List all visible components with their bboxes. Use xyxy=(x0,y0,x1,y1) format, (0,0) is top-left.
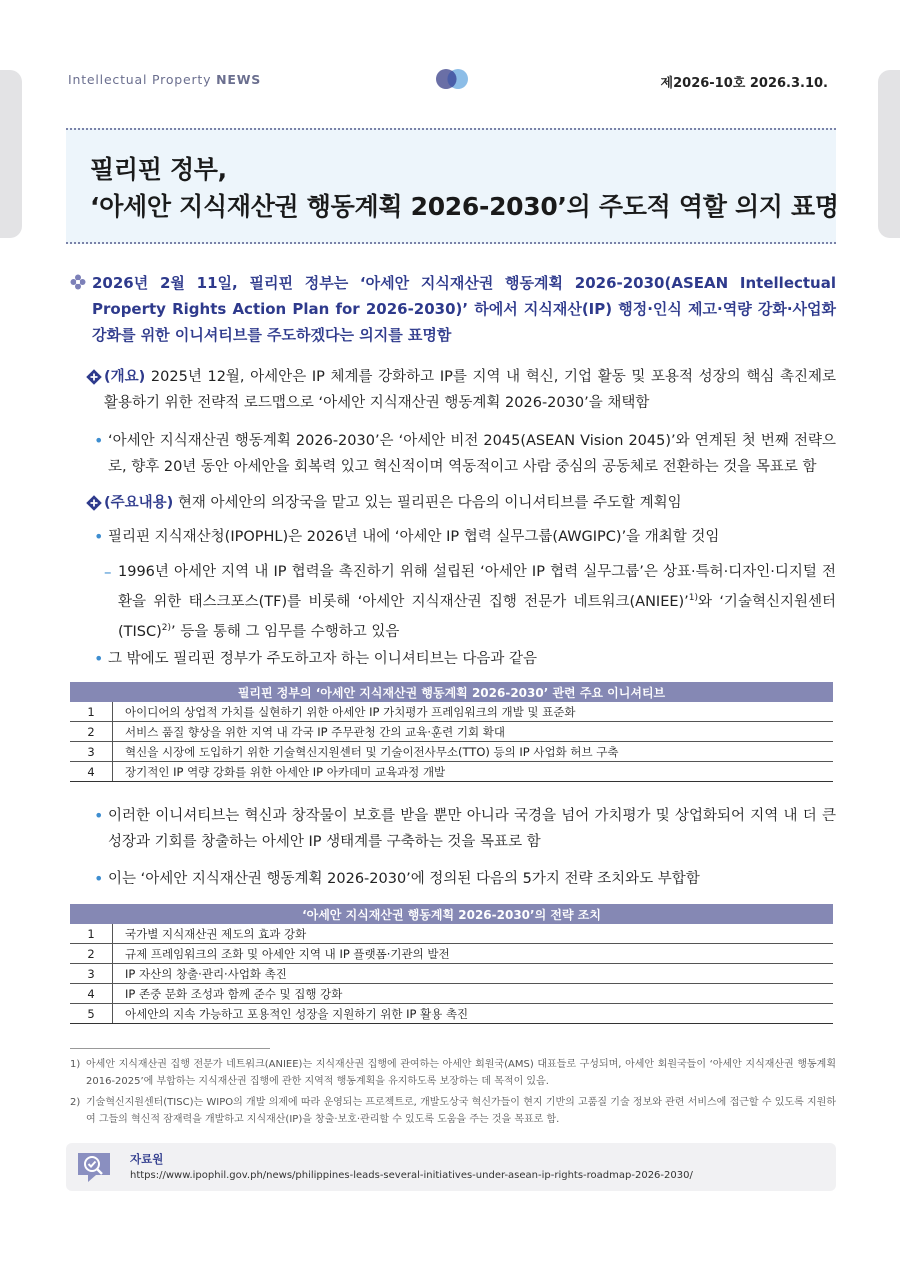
overview-bullet-text: ‘아세안 지식재산권 행동계획 2026-2030’은 ‘아세안 비전 2045(ASEAN Vision 2045)’와 연계된 첫 번째 전략으로, 향후 20년 동안 아세안을 회복력 있고 혁신적이며 역동적이고 사람 중심의 공동체로 전환하는 것을 목표로 함 xyxy=(108,433,836,475)
row-text: IP 자산의 창출·관리·사업화 촉진 xyxy=(113,964,834,984)
main-content-text: 현재 아세안의 의장국을 맡고 있는 필리핀은 다음의 이니셔티브를 주도할 계획임 xyxy=(173,495,682,511)
bullet-strategic-text: 이는 ‘아세안 지식재산권 행동계획 2026-2030’에 정의된 다음의 5가지 전략 조치와도 부합함 xyxy=(108,871,700,887)
footnote-number: 2) xyxy=(70,1097,81,1108)
strategic-measures-table xyxy=(70,904,833,1024)
dash-awgipc-text xyxy=(118,559,836,645)
table-row xyxy=(70,1004,833,1024)
bullet-dot-icon: • xyxy=(94,431,104,450)
source-box xyxy=(66,1143,836,1191)
row-text: 서비스 품질 향상을 위한 지역 내 각국 IP 주무관청 간의 교육·훈련 기회 확대 xyxy=(113,722,834,742)
title-line-1: 필리핀 정부, xyxy=(90,155,227,184)
overview-item xyxy=(86,364,836,416)
lead-paragraph xyxy=(70,270,836,348)
newsletter-suffix: NEWS xyxy=(216,72,262,87)
left-page-tab xyxy=(0,70,22,238)
bullet-ipophl-text: 필리핀 지식재산청(IPOPHL)은 2026년 내에 ‘아세안 IP 협력 실무그룹(AWGIPC)’을 개최할 것임 xyxy=(108,529,720,545)
row-number: 1 xyxy=(70,924,113,944)
initiatives-table xyxy=(70,682,833,782)
dash-icon: – xyxy=(104,563,112,581)
source-url-link[interactable]: https://www.ipophil.gov.ph/news/philippines-leads-several-initiatives-under-asean-ip-rights-roadmap-2026-2030/ xyxy=(130,1170,693,1181)
row-text: 혁신을 시장에 도입하기 위한 기술혁신지원센터 및 기술이전사무소(TTO) 등의 IP 사업화 허브 구축 xyxy=(113,742,834,762)
footnote-text: 기술혁신지원센터(TISC)는 WIPO의 개발 의제에 따라 운영되는 프로젝트로, 개발도상국 혁신가들이 현지 기반의 고품질 기술 정보와 관련 서비스에 접근할 수 있도록 지원하여 그들의 혁신적 잠재력을 개발하고 지식재산(IP)을 창출·보호·관리할 수 있도록 도움을 주는 것을 목표로 함. xyxy=(86,1097,836,1125)
newsletter-name xyxy=(68,72,261,87)
main-content-item xyxy=(86,490,836,516)
row-text: 장기적인 IP 역량 강화를 위한 아세안 IP 아카데미 교육과정 개발 xyxy=(113,762,834,782)
footnote-2 xyxy=(70,1094,836,1128)
right-page-tab xyxy=(878,70,900,238)
source-check-icon xyxy=(74,1149,114,1185)
table-row xyxy=(70,944,833,964)
dash-text-b: 와 ‘기술혁신지원센터(TISC) xyxy=(118,593,836,640)
table-row xyxy=(70,702,833,722)
main-content-label: (주요내용) xyxy=(104,495,174,511)
diamond-plus-icon xyxy=(86,369,102,385)
footnote-ref-1[interactable]: 1) xyxy=(688,593,699,603)
row-text: 국가별 지식재산권 제도의 효과 강화 xyxy=(113,924,834,944)
overview-text: 2025년 12월, 아세안은 IP 체계를 강화하고 IP를 지역 내 혁신, 기업 활동 및 포용적 성장의 핵심 촉진제로 활용하기 위한 전략적 로드맵으로 ‘아세안 지식재산권 행동계획 2026-2030’을 채택함 xyxy=(104,369,836,411)
row-number: 3 xyxy=(70,742,113,762)
diamond-plus-icon xyxy=(86,495,102,511)
lead-text: 2026년 2월 11일, 필리핀 정부는 ‘아세안 지식재산권 행동계획 2026-2030(ASEAN Intellectual Property Rights Action Plan for 2026-2030)’ 하에서 지식재산(IP) 행정·인식 제고·역량 강화·사업화 강화를 위한 이니셔티브를 주도하겠다는 의지를 표명함 xyxy=(92,274,836,344)
table-row xyxy=(70,722,833,742)
bullet-dot-icon: • xyxy=(94,869,104,888)
footnote-1 xyxy=(70,1056,836,1090)
overview-bullet xyxy=(94,428,836,480)
bullet-dot-icon: • xyxy=(94,649,104,668)
row-text: 아이디어의 상업적 가치를 실현하기 위한 아세안 IP 가치평가 프레임워크의 개발 및 표준화 xyxy=(113,702,834,722)
bullet-other-initiatives xyxy=(94,646,836,672)
table-row xyxy=(70,762,833,782)
flower-bullet-icon xyxy=(70,274,86,290)
issue-number-date: 제2026-10호 2026.3.10. xyxy=(660,76,828,91)
row-number: 5 xyxy=(70,1004,113,1024)
row-text: IP 존중 문화 조성과 함께 준수 및 집행 강화 xyxy=(113,984,834,1004)
overview-label: (개요) xyxy=(104,369,146,385)
footnote-number: 1) xyxy=(70,1059,81,1070)
row-number: 1 xyxy=(70,702,113,722)
source-title: 자료원 xyxy=(130,1152,164,1166)
newsletter-logo-icon xyxy=(434,68,470,90)
table-row xyxy=(70,964,833,984)
bullet-ipophl xyxy=(94,524,836,550)
bullet-other-initiatives-text: 그 밖에도 필리핀 정부가 주도하고자 하는 이니셔티브는 다음과 같음 xyxy=(108,651,538,667)
row-number: 2 xyxy=(70,944,113,964)
bullet-ecosystem xyxy=(94,803,836,855)
row-number: 4 xyxy=(70,762,113,782)
row-number: 4 xyxy=(70,984,113,1004)
row-number: 2 xyxy=(70,722,113,742)
footnote-text: 아세안 지식재산권 집행 전문가 네트워크(ANIEE)는 지식재산권 집행에 관여하는 아세안 회원국(AMS) 대표들로 구성되며, 아세안 회원국들이 ‘아세안 지식재산권 행동계획 2016-2025’에 부합하는 지식재산권 집행에 관한 지역적 행동계획을 유지하도록 보장하는 데 목적이 있음. xyxy=(86,1059,836,1087)
bullet-dot-icon: • xyxy=(94,806,104,825)
bullet-strategic xyxy=(94,866,836,892)
bullet-dot-icon: • xyxy=(94,527,104,546)
strategic-table-header: ‘아세안 지식재산권 행동계획 2026-2030’의 전략 조치 xyxy=(70,904,833,924)
bullet-ecosystem-text: 이러한 이니셔티브는 혁신과 창작물이 보호를 받을 뿐만 아니라 국경을 넘어 가치평가 및 상업화되어 지역 내 더 큰 성장과 기회를 창출하는 아세안 IP 생태계를 구축하는 것을 목표로 함 xyxy=(108,808,836,850)
row-number: 3 xyxy=(70,964,113,984)
table-row xyxy=(70,984,833,1004)
title-box xyxy=(66,128,839,244)
footnote-ref-2[interactable]: 2) xyxy=(161,622,172,633)
row-text: 규제 프레임워크의 조화 및 아세안 지역 내 IP 플랫폼·기관의 발전 xyxy=(113,944,834,964)
footnote-divider xyxy=(70,1048,270,1049)
initiatives-table-header: 필리핀 정부의 ‘아세안 지식재산권 행동계획 2026-2030’ 관련 주요 이니셔티브 xyxy=(70,682,833,702)
table-row xyxy=(70,742,833,762)
table-row xyxy=(70,924,833,944)
row-text: 아세안의 지속 가능하고 포용적인 성장을 지원하기 위한 IP 활용 촉진 xyxy=(113,1004,834,1024)
dash-text-c: ’ 등을 통해 그 임무를 수행하고 있음 xyxy=(171,623,400,640)
dash-awgipc xyxy=(104,559,836,645)
title-line-2: ‘아세안 지식재산권 행동계획 2026-2030’의 주도적 역할 의지 표명 xyxy=(90,192,839,221)
newsletter-prefix: Intellectual Property xyxy=(68,72,217,87)
dash-text-a: 1996년 아세안 지역 내 IP 협력을 촉진하기 위해 설립된 ‘아세안 IP 협력 실무그룹’은 상표·특허·디자인·디지털 전환을 위한 태스크포스(TF)를 비롯해 ‘아세안 지식재산권 집행 전문가 네트워크(ANIEE)’ xyxy=(118,564,836,610)
